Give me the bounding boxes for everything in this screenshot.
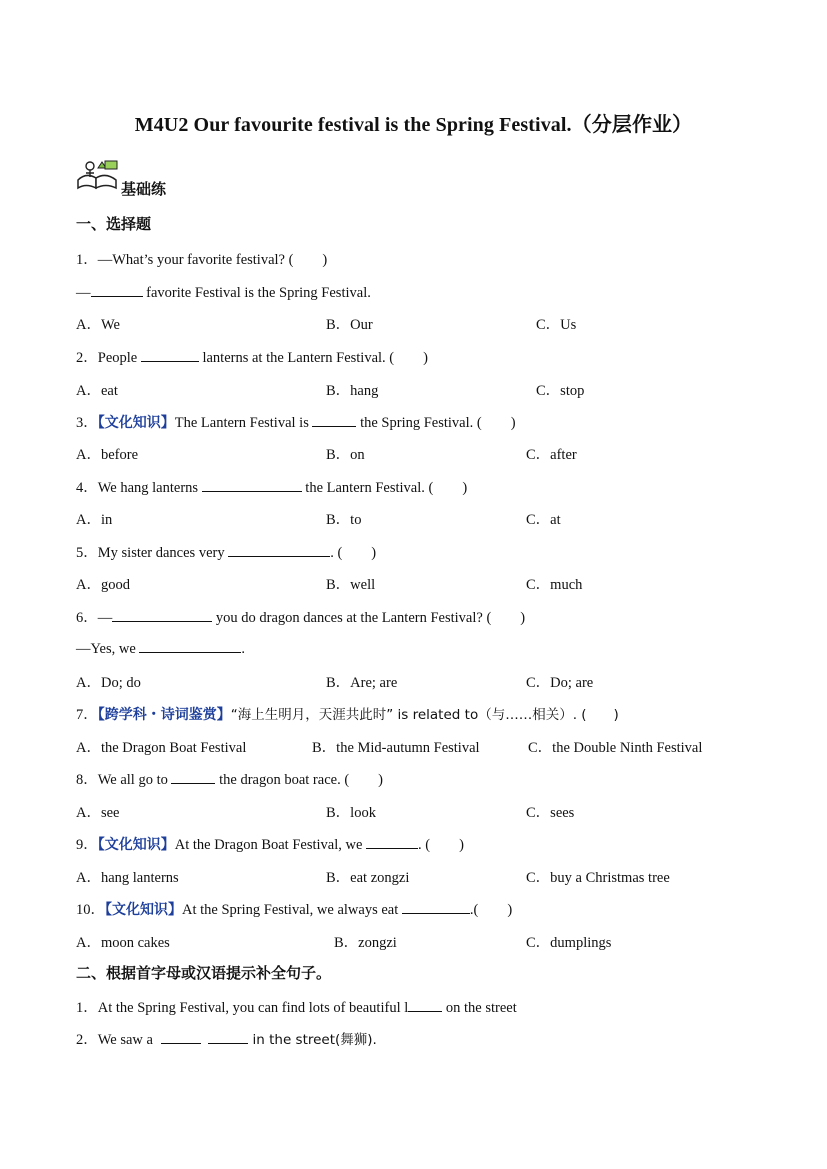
question-4-option-c: C．at [526, 512, 561, 528]
question-7-option-c: C．the Double Ninth Festival [528, 740, 703, 756]
question-10-option-b: B．zongzi [334, 935, 397, 951]
question-9-option-c: C．buy a Christmas tree [526, 870, 670, 886]
question-3-option-c: C．after [526, 447, 577, 463]
question-3: 3．【文化知识】The Lantern Festival is the Spring Festival. ( ) [76, 411, 516, 432]
page-title: M4U2 Our favourite festival is the Spring Festival.（分层作业） [134, 114, 693, 136]
question-2-option-a: A．eat [76, 383, 118, 399]
question-8: 8．We all go to the dragon boat race. ( ) [76, 768, 383, 789]
question-1-option-c: C．Us [536, 317, 577, 333]
question-8-option-b: B．look [326, 805, 376, 821]
question-8-option-a: A．see [76, 805, 120, 821]
question-1-line2: — favorite Festival is the Spring Festival. [76, 282, 371, 302]
question-6-option-c: C．Do; are [526, 675, 594, 691]
section-basic-label: 基础练 [121, 180, 167, 198]
book-icon [76, 158, 120, 190]
section-heading-fill: 二、根据首字母或汉语提示补全句子。 [76, 964, 332, 982]
question-5: 5．My sister dances very . ( ) [76, 541, 376, 562]
question-4-option-a: A．in [76, 512, 113, 528]
culture-tag: 【文化知识】 [105, 902, 182, 918]
question-10-option-a: A．moon cakes [76, 935, 170, 951]
fill-question-1: 1．At the Spring Festival, you can find lots of beautiful l on the street [76, 996, 517, 1017]
question-6-option-b: B．Are; are [326, 675, 398, 691]
question-2-option-c: C．stop [536, 383, 585, 399]
question-7-option-a: A．the Dragon Boat Festival [76, 740, 247, 756]
question-2: 2．People lanterns at the Lantern Festival. ( ) [76, 346, 428, 367]
question-3-option-a: A．before [76, 447, 139, 463]
section-heading-choice: 一、选择题 [76, 215, 152, 233]
question-1-option-b: B．Our [326, 317, 373, 333]
question-1: 1．—What’s your favorite festival? ( ) [76, 252, 328, 268]
question-9: 9．【文化知识】At the Dragon Boat Festival, we . ( ) [76, 833, 464, 854]
question-4: 4．We hang lanterns the Lantern Festival. ( ) [76, 476, 467, 497]
question-3-option-b: B．on [326, 447, 365, 463]
question-5-option-a: A．good [76, 577, 130, 593]
question-6: 6．— you do dragon dances at the Lantern Festival? ( ) [76, 606, 525, 627]
question-9-option-b: B．eat zongzi [326, 870, 410, 886]
question-6-line2: —Yes, we . [76, 638, 245, 658]
question-7: 7．【跨学科・诗词鉴赏】“海上生明月，天涯共此时” is related to（与……相关）. ( ) [76, 707, 619, 723]
interdisciplinary-tag: 【跨学科・诗词鉴赏】 [97, 707, 231, 723]
question-5-option-b: B．well [326, 577, 376, 593]
question-10-option-c: C．dumplings [526, 935, 612, 951]
question-5-option-c: C．much [526, 577, 583, 593]
question-1-option-a: A．We [76, 317, 120, 333]
question-2-option-b: B．hang [326, 383, 379, 399]
question-4-option-b: B．to [326, 512, 362, 528]
question-10: 10．【文化知识】At the Spring Festival, we always eat .( ) [76, 898, 512, 919]
question-7-option-b: B．the Mid-autumn Festival [312, 740, 480, 756]
question-9-option-a: A．hang lanterns [76, 870, 179, 886]
question-6-option-a: A．Do; do [76, 675, 141, 691]
culture-tag: 【文化知识】 [97, 837, 175, 853]
culture-tag: 【文化知识】 [97, 415, 175, 431]
fill-question-2: 2．We saw a in the street(舞狮). [76, 1028, 377, 1049]
question-8-option-c: C．sees [526, 805, 575, 821]
